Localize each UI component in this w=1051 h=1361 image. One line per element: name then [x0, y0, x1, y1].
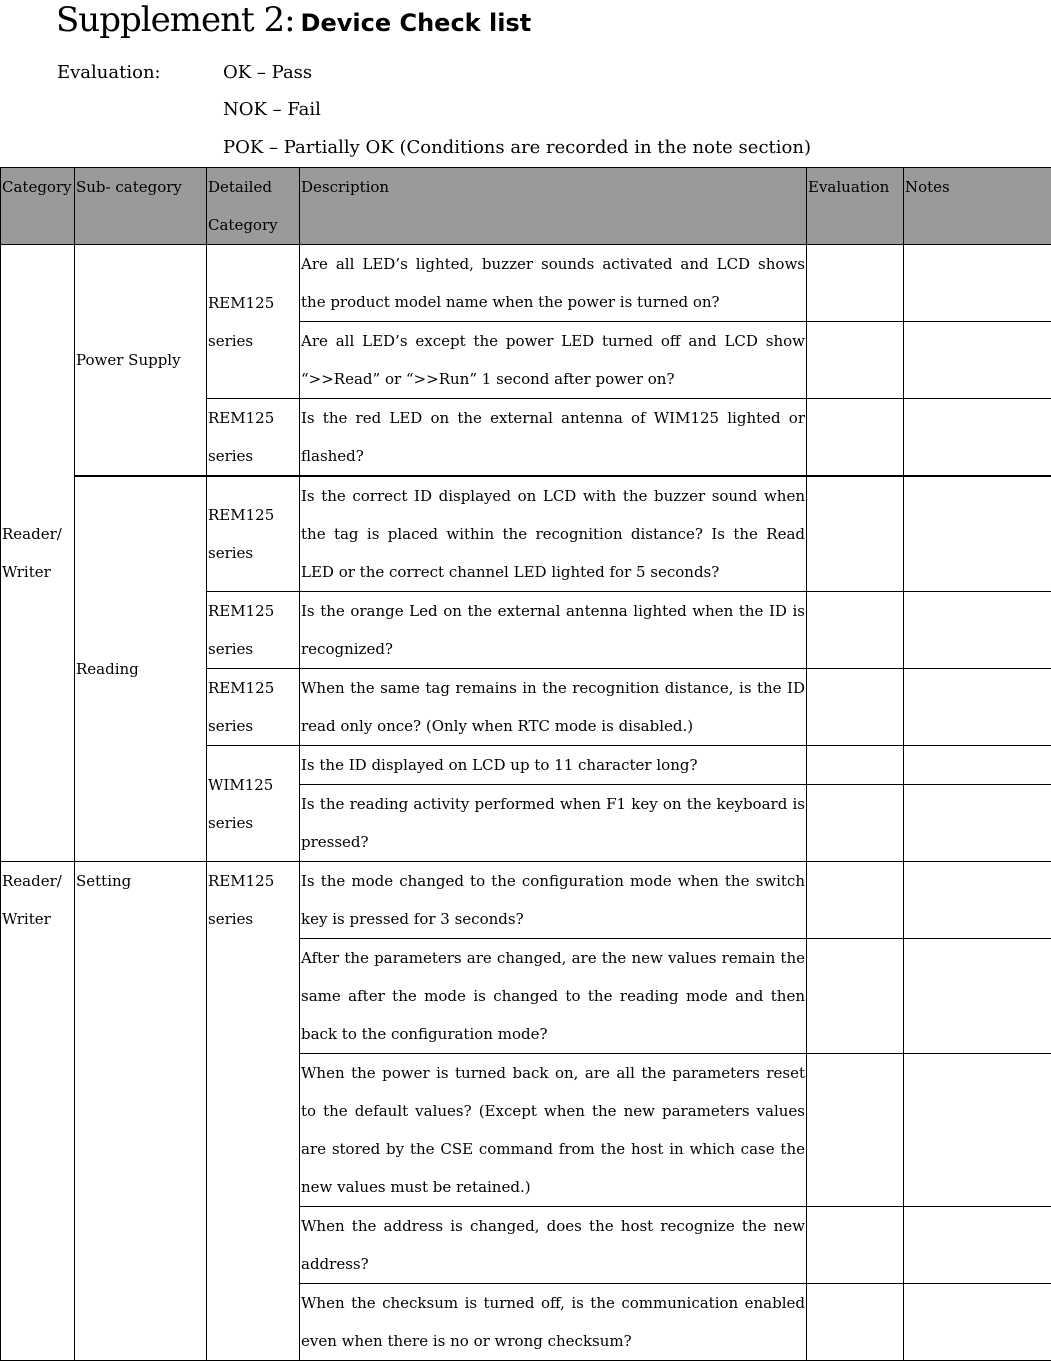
- detailed-category-cell: REM125 series: [207, 669, 300, 746]
- evaluation-cell[interactable]: [807, 592, 904, 669]
- sub-category-cell: Reading: [75, 476, 207, 862]
- detailed-category-cell: REM125 series: [207, 476, 300, 592]
- evaluation-cell[interactable]: [807, 939, 904, 1054]
- detailed-category-cell: REM125 series: [207, 592, 300, 669]
- notes-cell[interactable]: [904, 1054, 1051, 1207]
- evaluation-cell[interactable]: [807, 1284, 904, 1361]
- detailed-category-cell: WIM125 series: [207, 746, 300, 862]
- notes-cell[interactable]: [904, 785, 1051, 862]
- title-sub: Device Check list: [301, 9, 532, 37]
- header-detailed-line1: Detailed: [208, 178, 272, 196]
- category-cell: Reader/ Writer: [1, 245, 75, 862]
- evaluation-cell[interactable]: [807, 399, 904, 477]
- description-cell: After the parameters are changed, are the new values remain the same after the mode is changed to the reading mode and then back to the configuration mode?: [300, 939, 807, 1054]
- evaluation-cell[interactable]: [807, 1207, 904, 1284]
- notes-cell[interactable]: [904, 1207, 1051, 1284]
- header-description: Description: [300, 168, 807, 245]
- evaluation-item-pok: POK – Partially OK (Conditions are recorded in the note section): [223, 137, 811, 158]
- table-row: [1, 245, 1051, 322]
- notes-cell[interactable]: [904, 399, 1051, 477]
- header-notes: Notes: [904, 168, 1051, 245]
- evaluation-label: Evaluation:: [57, 62, 161, 83]
- table-header-row: [1, 168, 1051, 245]
- evaluation-cell[interactable]: [807, 322, 904, 399]
- description-cell: Are all LED’s except the power LED turned off and LCD show “>>Read” or “>>Run” 1 second after power on?: [300, 322, 807, 399]
- description-cell: When the power is turned back on, are all the parameters reset to the default values? (Except when the new parameters values are stored by the CSE command from the host in which case the new values must be retained.): [300, 1054, 807, 1207]
- sub-category-cell: Setting: [75, 862, 207, 1361]
- sub-category-cell: Power Supply: [75, 245, 207, 477]
- table-row: [1, 862, 1051, 939]
- category-cell: Reader/ Writer: [1, 862, 75, 1361]
- notes-cell[interactable]: [904, 476, 1051, 592]
- evaluation-cell[interactable]: [807, 476, 904, 592]
- title-main: Supplement 2:: [56, 0, 295, 40]
- evaluation-cell[interactable]: [807, 1054, 904, 1207]
- header-detailed-category: [207, 168, 300, 245]
- notes-cell[interactable]: [904, 862, 1051, 939]
- description-cell: Is the orange Led on the external antenna lighted when the ID is recognized?: [300, 592, 807, 669]
- notes-cell[interactable]: [904, 1284, 1051, 1361]
- evaluation-cell[interactable]: [807, 245, 904, 322]
- detailed-category-cell: REM125 series: [207, 399, 300, 477]
- detailed-category-cell: REM125 series: [207, 862, 300, 1361]
- page-title: [56, 0, 531, 42]
- notes-cell[interactable]: [904, 592, 1051, 669]
- header-detailed-line2: Category: [208, 216, 278, 234]
- description-cell: Is the reading activity performed when F1 key on the keyboard is pressed?: [300, 785, 807, 862]
- evaluation-cell[interactable]: [807, 669, 904, 746]
- description-cell: Is the mode changed to the configuration mode when the switch key is pressed for 3 seconds?: [300, 862, 807, 939]
- notes-cell[interactable]: [904, 939, 1051, 1054]
- notes-cell[interactable]: [904, 746, 1051, 785]
- header-sub-category: Sub- category: [75, 168, 207, 245]
- evaluation-item-nok: NOK – Fail: [223, 99, 321, 120]
- notes-cell[interactable]: [904, 245, 1051, 322]
- notes-cell[interactable]: [904, 322, 1051, 399]
- description-cell: When the address is changed, does the host recognize the new address?: [300, 1207, 807, 1284]
- evaluation-cell[interactable]: [807, 785, 904, 862]
- header-category: Category: [1, 168, 75, 245]
- evaluation-cell[interactable]: [807, 862, 904, 939]
- description-cell: Is the red LED on the external antenna of WIM125 lighted or flashed?: [300, 399, 807, 477]
- notes-cell[interactable]: [904, 669, 1051, 746]
- evaluation-cell[interactable]: [807, 746, 904, 785]
- table-row: [1, 476, 1051, 592]
- device-check-table: [0, 167, 1051, 1361]
- evaluation-item-ok: OK – Pass: [223, 62, 312, 83]
- description-cell: Is the ID displayed on LCD up to 11 character long?: [300, 746, 807, 785]
- detailed-category-cell: REM125 series: [207, 245, 300, 399]
- description-cell: When the checksum is turned off, is the communication enabled even when there is no or wrong checksum?: [300, 1284, 807, 1361]
- description-cell: Are all LED’s lighted, buzzer sounds activated and LCD shows the product model name when the power is turned on?: [300, 245, 807, 322]
- header-evaluation: Evaluation: [807, 168, 904, 245]
- description-cell: Is the correct ID displayed on LCD with the buzzer sound when the tag is placed within the recognition distance? Is the Read LED or the correct channel LED lighted for 5 seconds?: [300, 476, 807, 592]
- description-cell: When the same tag remains in the recognition distance, is the ID read only once? (Only when RTC mode is disabled.): [300, 669, 807, 746]
